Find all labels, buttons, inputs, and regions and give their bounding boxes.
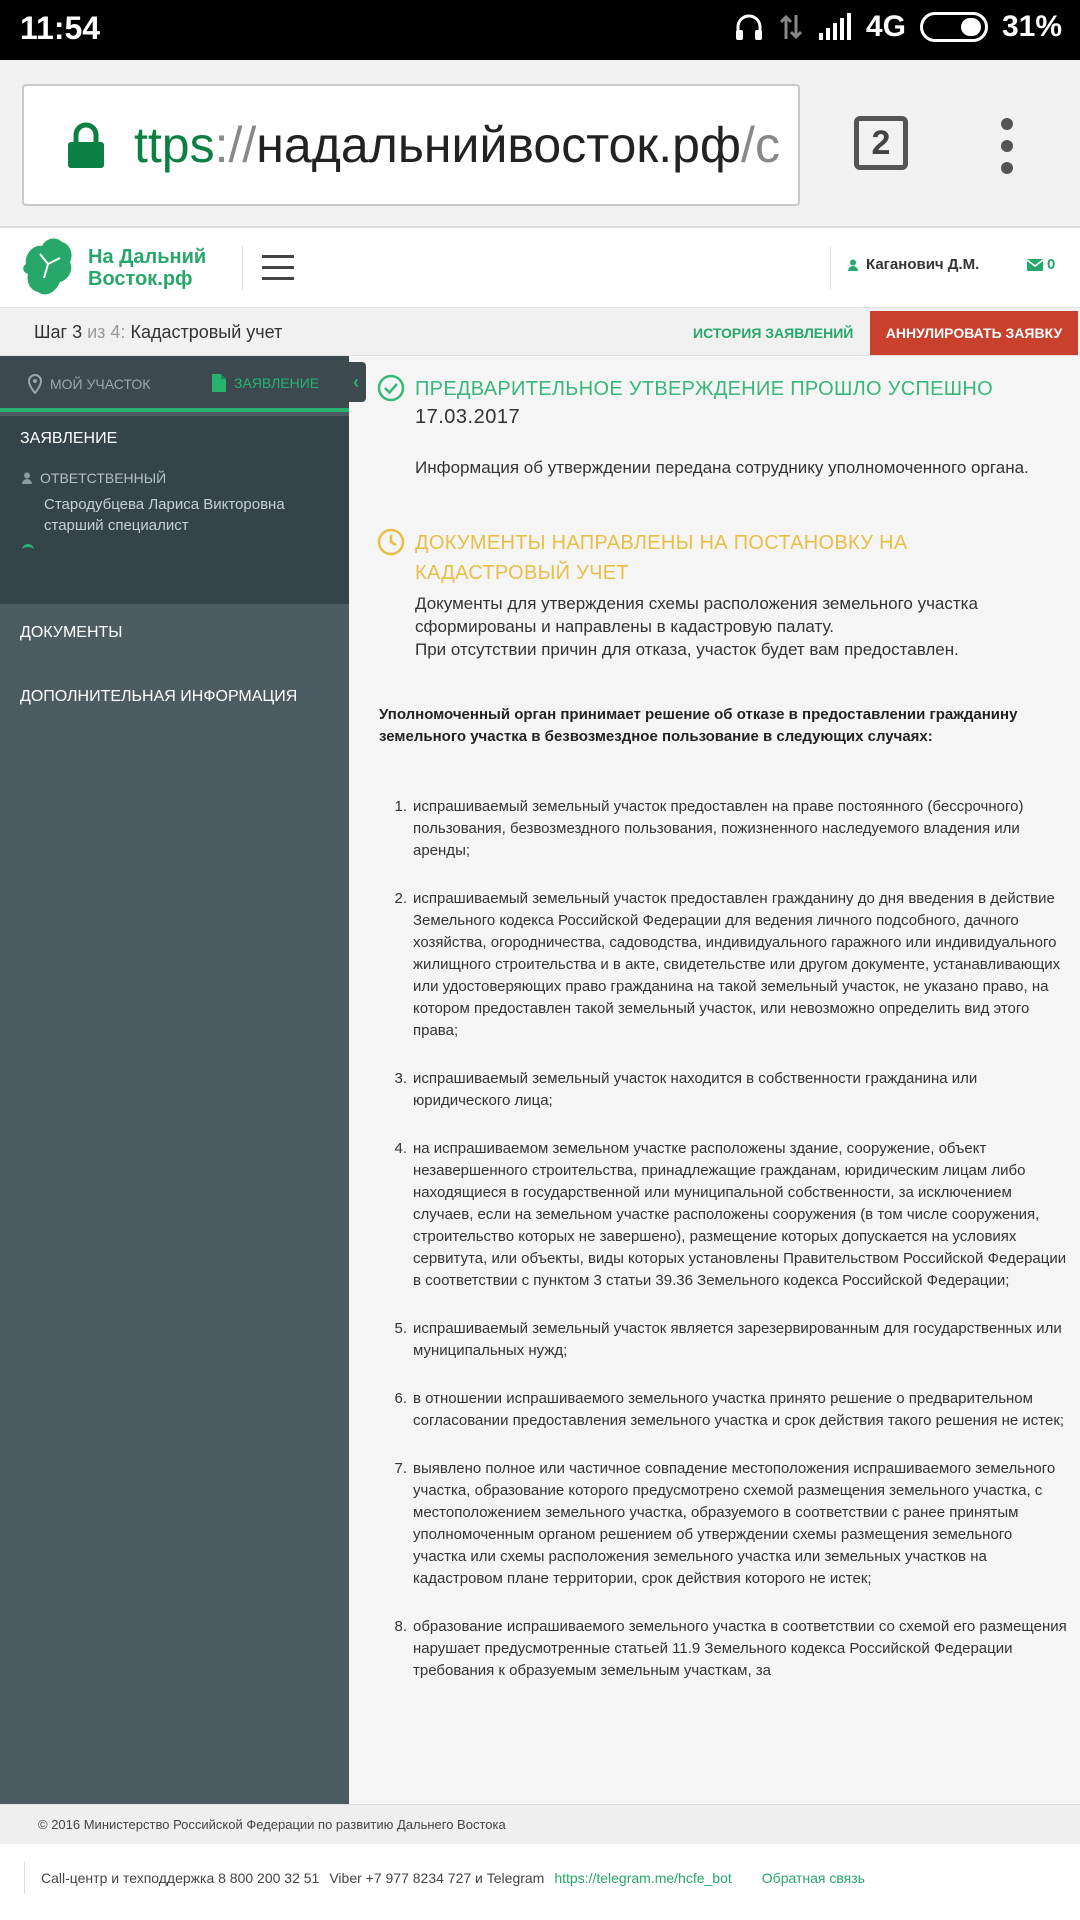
tab-my-plot[interactable]: МОЙ УЧАСТОК: [28, 374, 150, 394]
list-item: 8. образование испрашиваемого земельного участка в соответствии со схемой его размещения нарушает предусмотренные статьей 11.9 Земельного кодекса Российской Федерации требования к образуемым земельным участкам, за: [394, 1618, 1067, 1679]
list-item: 7. выявлено полное или частичное совпадение местоположения испрашиваемого земельного участка, образование которого предусмотрено схемой размещения земельного участка, с местоположением земельного участка, образуемого в соответствии с ранее принятым уполномоченным органом решением об утверждении схемы размещения земельного участка или схемы расположения земельного участка или земельных участков на кадастровом плане территории, срок действия которого не истек;: [394, 1460, 1056, 1587]
cancel-application-button[interactable]: АННУЛИРОВАТЬ ЗАЯВКУ: [870, 311, 1078, 355]
sidebar-tabs: [0, 356, 349, 412]
tab-switcher-button[interactable]: 2: [854, 116, 908, 170]
user-profile[interactable]: [848, 256, 979, 273]
footer-contacts: [0, 1844, 1080, 1920]
footer-contacts-row: [24, 1862, 865, 1894]
message-count: 0: [1047, 256, 1056, 273]
overflow-menu-icon[interactable]: [1001, 118, 1021, 184]
refusal-rules-list: [379, 796, 1069, 1708]
envelope-icon: [1027, 259, 1043, 271]
headphones-icon: [734, 13, 764, 41]
list-item: 2. испрашиваемый земельный участок предоставлен гражданину до дня введения в действие Земельного кодекса Российской Федерации для ведения личного подсобного, дачного хозяйства, огородничества, садоводства, индивидуального гаражного или индивидуального жилищного строительства и в акте, свидетельстве или другом документе, устанавливающих или удостоверяющих право гражданина на такой земельный участок, не указано право, на котором предоставлен такой земельный участок, или невозможно определить вид этого права;: [394, 890, 1061, 1039]
header-divider: [830, 246, 831, 290]
phone-icon[interactable]: [22, 544, 34, 554]
responsible-label: ОТВЕТСТВЕННЫЙ: [22, 470, 166, 486]
user-name: Каганович Д.М.: [866, 256, 980, 273]
battery-icon: [920, 12, 988, 42]
battery-percent: 31%: [1001, 10, 1062, 43]
status-icons: [734, 10, 1062, 44]
list-item: 5. испрашиваемый земельный участок является зарезервированным для государственных или муниципальных нужд;: [394, 1320, 1062, 1359]
lock-icon: [66, 122, 106, 170]
document-icon: [212, 374, 226, 392]
status-date: 17.03.2017: [415, 406, 521, 428]
list-item: 4. на испрашиваемом земельном участке расположены здание, сооружение, объект незавершенного строительства, принадлежащие гражданам, юридическим лицам либо находящиеся в государственной или муниципальной собственности, за исключением случаев, если на земельном участке расположены сооружения (в том числе сооружения, строительство которых не завершено), размещение которых допускается на условиях сервитута, или объекты, виды которых установлены Правительством Российской Федерации в соответствии с пунктом 3 статьи 39.36 Земельного кодекса Российской Федерации;: [394, 1140, 1067, 1289]
list-item: 3. испрашиваемый земельный участок находится в собственности гражданина или юридического лица;: [394, 1070, 978, 1109]
footer-copyright-bar: [0, 1804, 1080, 1844]
map-pin-icon: [28, 374, 42, 394]
site-logo-icon[interactable]: [20, 234, 76, 300]
clock-icon: [377, 528, 405, 556]
collapse-sidebar-icon[interactable]: ‹: [346, 362, 366, 402]
hamburger-menu-icon[interactable]: [262, 255, 294, 288]
responsible-person: Стародубцева Лариса Викторовна старший специалист: [44, 496, 285, 534]
header-divider: [242, 246, 243, 290]
network-type: 4G: [865, 10, 906, 43]
status-description: Документы для утверждения схемы расположения земельного участка сформированы и направлены в кадастровую палату. При отсутствии причин для отказа, участок будет вам предоставлен.: [415, 594, 978, 659]
list-item: 1. испрашиваемый земельный участок предоставлен на праве постоянного (бессрочного) пользования, безвозмездного пользования, пожизненного наследуемого владения или аренды;: [394, 798, 1024, 859]
sidebar-item-additional-info[interactable]: ДОПОЛНИТЕЛЬНАЯ ИНФОРМАЦИЯ: [20, 688, 298, 705]
copyright-text: © 2016 Министерство Российской Федерации по развитию Дальнего Востока: [38, 1817, 506, 1832]
viber-text: Viber +7 977 8234 727 и Telegram: [329, 1870, 545, 1886]
person-icon: [22, 472, 32, 484]
clock: 11:54: [20, 10, 101, 46]
step-indicator: Шаг 3 из 4: Кадастровый учет: [34, 322, 283, 342]
application-history-link[interactable]: ИСТОРИЯ ЗАЯВЛЕНИЙ: [693, 325, 854, 341]
sidebar-item-documents[interactable]: ДОКУМЕНТЫ: [20, 624, 123, 641]
signal-icon: [818, 13, 852, 41]
site-header: [0, 228, 1080, 308]
status-title: ПРЕДВАРИТЕЛЬНОЕ УТВЕРЖДЕНИЕ ПРОШЛО УСПЕШНО: [415, 378, 994, 400]
tab-application[interactable]: ЗАЯВЛЕНИЕ: [212, 374, 319, 392]
status-title: ДОКУМЕНТЫ НАПРАВЛЕНЫ НА ПОСТАНОВКУ НА КАДАСТРОВЫЙ УЧЕТ: [415, 532, 908, 584]
sidebar: [0, 356, 349, 1804]
address-bar[interactable]: [22, 84, 800, 206]
browser-toolbar: [0, 60, 1080, 228]
system-status-bar: [0, 0, 1080, 60]
step-bar: [0, 308, 1080, 356]
status-description: Информация об утверждении передана сотруднику уполномоченного органа.: [415, 458, 1029, 477]
main-content: [349, 356, 1080, 1804]
telegram-link[interactable]: https://telegram.me/hcfe_bot: [554, 1870, 732, 1886]
url-text[interactable]: ttps://надальнийвосток.рф/c: [134, 117, 780, 173]
list-item: 6. в отношении испрашиваемого земельного участка принято решение о предварительном согласовании предоставления земельного участка и срок действия такого решения не истек;: [394, 1390, 1065, 1429]
data-arrows-icon: [778, 13, 804, 41]
check-circle-icon: [377, 374, 405, 402]
feedback-link[interactable]: Обратная связь: [761, 1870, 865, 1886]
callcenter-text: Call-центр и техподдержка 8 800 200 32 51: [41, 1870, 320, 1886]
site-logo-text[interactable]: На Дальний Восток.рф: [88, 246, 207, 290]
refusal-rules-intro: Уполномоченный орган принимает решение об отказе в предоставлении гражданину земельного участка в безвозмездное пользование в следующих случаях:: [379, 706, 1018, 745]
messages-button[interactable]: [1027, 256, 1055, 273]
user-icon: [848, 259, 858, 271]
sidebar-item-application[interactable]: ЗАЯВЛЕНИЕ: [20, 430, 118, 447]
